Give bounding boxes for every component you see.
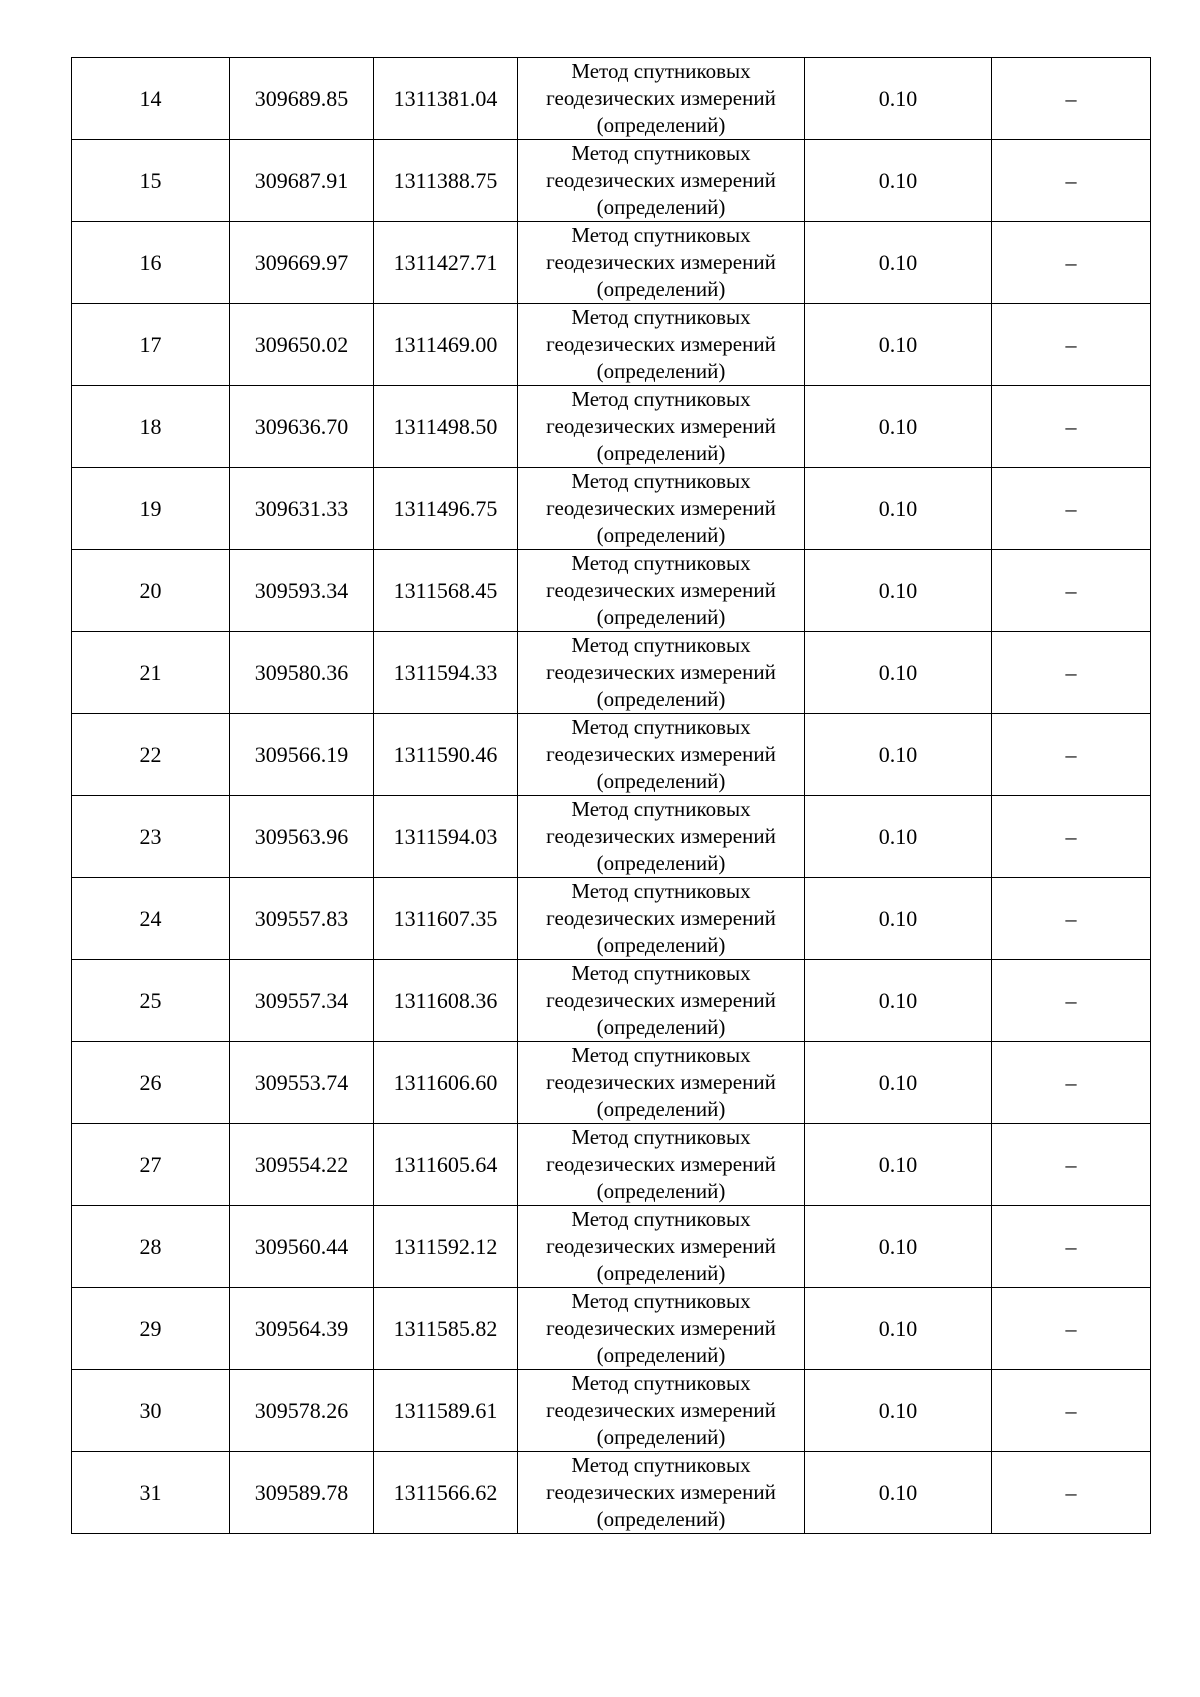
method-line: (определений) — [596, 769, 726, 793]
accuracy-cell: 0.10 — [805, 1452, 992, 1534]
table-row — [72, 960, 1151, 1042]
accuracy-cell: 0.10 — [805, 1124, 992, 1206]
point-number-cell: 17 — [72, 304, 230, 386]
method-line: Метод спутниковых — [571, 715, 751, 739]
table-row — [72, 140, 1151, 222]
table-row — [72, 1370, 1151, 1452]
y-coordinate-cell: 1311498.50 — [374, 386, 518, 468]
method-line: (определений) — [596, 605, 726, 629]
table-row — [72, 714, 1151, 796]
method-cell — [518, 1370, 805, 1452]
y-coordinate-cell: 1311590.46 — [374, 714, 518, 796]
method-cell — [518, 550, 805, 632]
method-line: Метод спутниковых — [571, 387, 751, 411]
method-line: Метод спутниковых — [571, 879, 751, 903]
method-line: (определений) — [596, 359, 726, 383]
method-cell — [518, 222, 805, 304]
point-number-cell: 22 — [72, 714, 230, 796]
point-number-cell: 15 — [72, 140, 230, 222]
x-coordinate-cell: 309631.33 — [230, 468, 374, 550]
y-coordinate-cell: 1311607.35 — [374, 878, 518, 960]
table-row — [72, 1288, 1151, 1370]
note-cell: – — [992, 58, 1151, 140]
accuracy-cell: 0.10 — [805, 796, 992, 878]
method-cell — [518, 714, 805, 796]
y-coordinate-cell: 1311566.62 — [374, 1452, 518, 1534]
x-coordinate-cell: 309636.70 — [230, 386, 374, 468]
accuracy-cell: 0.10 — [805, 140, 992, 222]
table-row — [72, 1452, 1151, 1534]
method-line: Метод спутниковых — [571, 59, 751, 83]
y-coordinate-cell: 1311608.36 — [374, 960, 518, 1042]
method-line: (определений) — [596, 441, 726, 465]
method-line: Метод спутниковых — [571, 1207, 751, 1231]
method-line: геодезических измерений — [546, 578, 776, 602]
x-coordinate-cell: 309566.19 — [230, 714, 374, 796]
point-number-cell: 18 — [72, 386, 230, 468]
method-cell — [518, 1288, 805, 1370]
method-line: геодезических измерений — [546, 86, 776, 110]
method-cell — [518, 796, 805, 878]
x-coordinate-cell: 309560.44 — [230, 1206, 374, 1288]
note-cell: – — [992, 304, 1151, 386]
table-row — [72, 386, 1151, 468]
table-row — [72, 796, 1151, 878]
note-cell: – — [992, 468, 1151, 550]
method-cell — [518, 1042, 805, 1124]
table-row — [72, 468, 1151, 550]
method-line: геодезических измерений — [546, 1398, 776, 1422]
point-number-cell: 25 — [72, 960, 230, 1042]
note-cell: – — [992, 632, 1151, 714]
y-coordinate-cell: 1311381.04 — [374, 58, 518, 140]
y-coordinate-cell: 1311496.75 — [374, 468, 518, 550]
note-cell: – — [992, 714, 1151, 796]
point-number-cell: 31 — [72, 1452, 230, 1534]
method-line: Метод спутниковых — [571, 223, 751, 247]
y-coordinate-cell: 1311589.61 — [374, 1370, 518, 1452]
method-line: (определений) — [596, 1015, 726, 1039]
y-coordinate-cell: 1311594.33 — [374, 632, 518, 714]
table-row — [72, 632, 1151, 714]
method-line: (определений) — [596, 1507, 726, 1531]
accuracy-cell: 0.10 — [805, 878, 992, 960]
point-number-cell: 24 — [72, 878, 230, 960]
accuracy-cell: 0.10 — [805, 1370, 992, 1452]
x-coordinate-cell: 309553.74 — [230, 1042, 374, 1124]
y-coordinate-cell: 1311469.00 — [374, 304, 518, 386]
point-number-cell: 14 — [72, 58, 230, 140]
method-line: геодезических измерений — [546, 906, 776, 930]
note-cell: – — [992, 1206, 1151, 1288]
method-line: (определений) — [596, 933, 726, 957]
method-line: геодезических измерений — [546, 250, 776, 274]
table-row — [72, 550, 1151, 632]
note-cell: – — [992, 386, 1151, 468]
method-line: геодезических измерений — [546, 414, 776, 438]
note-cell: – — [992, 1370, 1151, 1452]
method-line: геодезических измерений — [546, 1316, 776, 1340]
method-line: геодезических измерений — [546, 988, 776, 1012]
x-coordinate-cell: 309564.39 — [230, 1288, 374, 1370]
point-number-cell: 23 — [72, 796, 230, 878]
method-cell — [518, 1206, 805, 1288]
note-cell: – — [992, 1124, 1151, 1206]
point-number-cell: 29 — [72, 1288, 230, 1370]
method-line: (определений) — [596, 277, 726, 301]
point-number-cell: 27 — [72, 1124, 230, 1206]
method-line: (определений) — [596, 687, 726, 711]
method-line: геодезических измерений — [546, 742, 776, 766]
x-coordinate-cell: 309593.34 — [230, 550, 374, 632]
x-coordinate-cell: 309689.85 — [230, 58, 374, 140]
x-coordinate-cell: 309650.02 — [230, 304, 374, 386]
method-line: геодезических измерений — [546, 1480, 776, 1504]
y-coordinate-cell: 1311605.64 — [374, 1124, 518, 1206]
accuracy-cell: 0.10 — [805, 304, 992, 386]
method-line: (определений) — [596, 1425, 726, 1449]
method-line: Метод спутниковых — [571, 141, 751, 165]
method-line: Метод спутниковых — [571, 797, 751, 821]
method-line: (определений) — [596, 851, 726, 875]
table-row — [72, 58, 1151, 140]
method-line: геодезических измерений — [546, 1234, 776, 1258]
method-line: геодезических измерений — [546, 824, 776, 848]
method-line: Метод спутниковых — [571, 961, 751, 985]
accuracy-cell: 0.10 — [805, 222, 992, 304]
x-coordinate-cell: 309687.91 — [230, 140, 374, 222]
y-coordinate-cell: 1311592.12 — [374, 1206, 518, 1288]
method-line: Метод спутниковых — [571, 1289, 751, 1313]
table-row — [72, 1042, 1151, 1124]
method-line: геодезических измерений — [546, 660, 776, 684]
note-cell: – — [992, 140, 1151, 222]
accuracy-cell: 0.10 — [805, 386, 992, 468]
x-coordinate-cell: 309580.36 — [230, 632, 374, 714]
point-number-cell: 19 — [72, 468, 230, 550]
accuracy-cell: 0.10 — [805, 1206, 992, 1288]
method-line: Метод спутниковых — [571, 1125, 751, 1149]
method-cell — [518, 58, 805, 140]
method-line: геодезических измерений — [546, 1152, 776, 1176]
coordinates-table — [71, 57, 1151, 1534]
accuracy-cell: 0.10 — [805, 1042, 992, 1124]
accuracy-cell: 0.10 — [805, 1288, 992, 1370]
method-cell — [518, 960, 805, 1042]
note-cell: – — [992, 1452, 1151, 1534]
method-cell — [518, 878, 805, 960]
y-coordinate-cell: 1311388.75 — [374, 140, 518, 222]
x-coordinate-cell: 309589.78 — [230, 1452, 374, 1534]
method-line: (определений) — [596, 113, 726, 137]
point-number-cell: 21 — [72, 632, 230, 714]
method-line: Метод спутниковых — [571, 1371, 751, 1395]
x-coordinate-cell: 309669.97 — [230, 222, 374, 304]
method-line: (определений) — [596, 195, 726, 219]
method-cell — [518, 468, 805, 550]
x-coordinate-cell: 309554.22 — [230, 1124, 374, 1206]
note-cell: – — [992, 960, 1151, 1042]
x-coordinate-cell: 309557.34 — [230, 960, 374, 1042]
note-cell: – — [992, 222, 1151, 304]
method-line: Метод спутниковых — [571, 469, 751, 493]
x-coordinate-cell: 309563.96 — [230, 796, 374, 878]
method-line: Метод спутниковых — [571, 305, 751, 329]
accuracy-cell: 0.10 — [805, 58, 992, 140]
x-coordinate-cell: 309557.83 — [230, 878, 374, 960]
point-number-cell: 16 — [72, 222, 230, 304]
method-line: геодезических измерений — [546, 496, 776, 520]
accuracy-cell: 0.10 — [805, 468, 992, 550]
coordinates-table-body — [72, 58, 1151, 1534]
method-line: геодезических измерений — [546, 1070, 776, 1094]
method-cell — [518, 632, 805, 714]
y-coordinate-cell: 1311606.60 — [374, 1042, 518, 1124]
method-cell — [518, 1124, 805, 1206]
point-number-cell: 20 — [72, 550, 230, 632]
point-number-cell: 26 — [72, 1042, 230, 1124]
note-cell: – — [992, 550, 1151, 632]
note-cell: – — [992, 878, 1151, 960]
method-line: (определений) — [596, 1261, 726, 1285]
method-line: (определений) — [596, 1343, 726, 1367]
accuracy-cell: 0.10 — [805, 550, 992, 632]
method-line: геодезических измерений — [546, 332, 776, 356]
x-coordinate-cell: 309578.26 — [230, 1370, 374, 1452]
note-cell: – — [992, 1042, 1151, 1124]
y-coordinate-cell: 1311427.71 — [374, 222, 518, 304]
y-coordinate-cell: 1311568.45 — [374, 550, 518, 632]
method-cell — [518, 386, 805, 468]
note-cell: – — [992, 796, 1151, 878]
method-line: геодезических измерений — [546, 168, 776, 192]
method-cell — [518, 304, 805, 386]
method-line: (определений) — [596, 1097, 726, 1121]
table-row — [72, 1124, 1151, 1206]
y-coordinate-cell: 1311585.82 — [374, 1288, 518, 1370]
table-row — [72, 878, 1151, 960]
method-line: (определений) — [596, 523, 726, 547]
accuracy-cell: 0.10 — [805, 714, 992, 796]
method-line: (определений) — [596, 1179, 726, 1203]
table-row — [72, 222, 1151, 304]
table-row — [72, 304, 1151, 386]
method-line: Метод спутниковых — [571, 1453, 751, 1477]
point-number-cell: 30 — [72, 1370, 230, 1452]
accuracy-cell: 0.10 — [805, 632, 992, 714]
method-cell — [518, 1452, 805, 1534]
note-cell: – — [992, 1288, 1151, 1370]
method-line: Метод спутниковых — [571, 633, 751, 657]
method-line: Метод спутниковых — [571, 1043, 751, 1067]
method-cell — [518, 140, 805, 222]
point-number-cell: 28 — [72, 1206, 230, 1288]
method-line: Метод спутниковых — [571, 551, 751, 575]
y-coordinate-cell: 1311594.03 — [374, 796, 518, 878]
accuracy-cell: 0.10 — [805, 960, 992, 1042]
table-row — [72, 1206, 1151, 1288]
